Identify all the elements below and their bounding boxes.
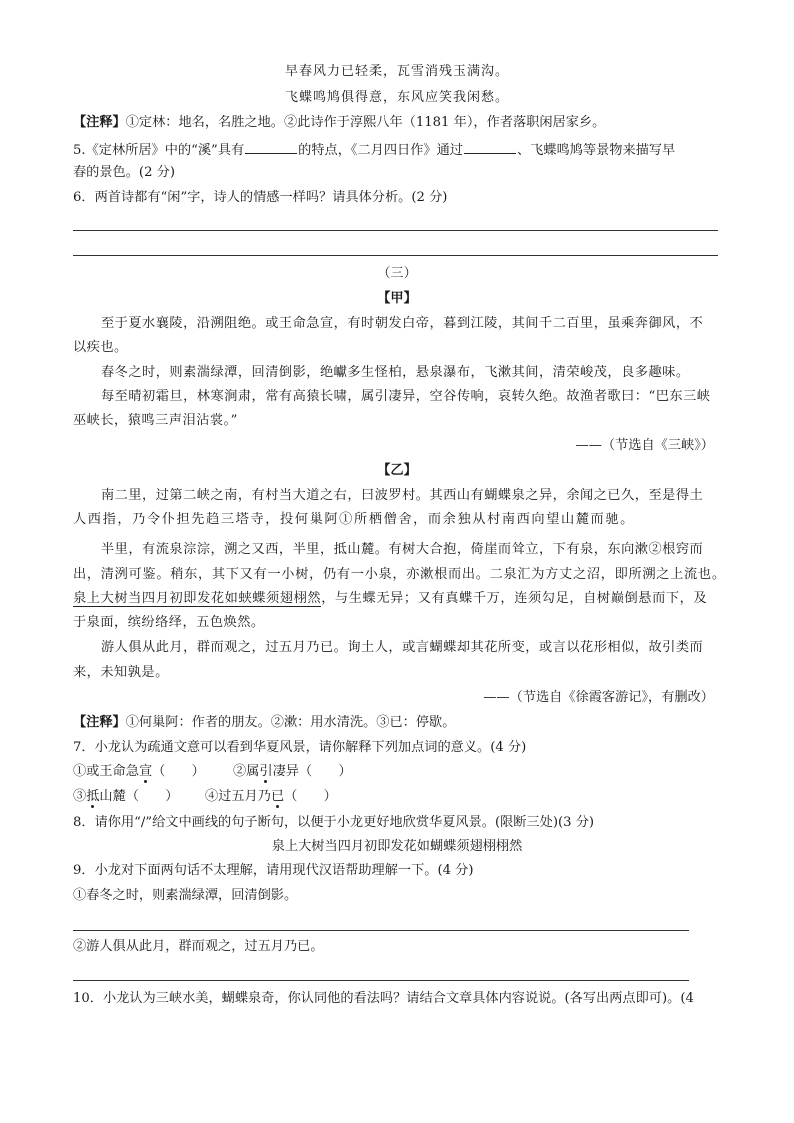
q5-text-2: 的特点，《二月四日作》通过 — [298, 143, 463, 158]
underlined-sentence: 泉上大树当四月初即发花如蛱蝶须翅栩然 — [73, 591, 322, 606]
q7-item-2 — [233, 763, 352, 781]
q6-answer-line-2[interactable] — [73, 255, 718, 256]
q7-i2-pre: ②属 — [233, 764, 260, 779]
q7-i2-answer[interactable]: 凄异（ ） — [272, 764, 352, 779]
passage-yi-title: 【乙】 — [377, 463, 417, 478]
question-9: 9．小龙对下面两句话不太理解，请用现代汉语帮助理解一下。(4 分) — [73, 863, 474, 878]
q5-line-2: 春的景色。(2 分) — [73, 165, 175, 180]
passage-jia-title: 【甲】 — [377, 291, 417, 306]
q9-answer-line-1[interactable] — [73, 930, 689, 931]
q7-i2-dotted: 引 — [259, 764, 273, 779]
yi-p2-line-1: 半里，有流泉淙淙，溯之又西，半里，抵山麓。有树大合抱，倚崖而耸立，下有泉，东向漱②根窍而 — [101, 542, 704, 557]
q5-text-3: 、飞蝶鸣鸠等景物来描写早 — [516, 143, 676, 158]
question-7: 7．小龙认为疏通文意可以看到华夏风景，请你解释下列加点词的意义。(4 分) — [73, 740, 527, 755]
yi-p2-line-3-rest: ，与生蝶无异；又有真蝶千万，连须勾足，自树巅倒悬而下，及 — [321, 591, 708, 606]
jia-p1-line-2: 以疾也。 — [73, 340, 128, 355]
jia-source: ——（节选自《三峡》） — [575, 438, 714, 453]
q8-sentence[interactable]: 泉上大树当四月初即发花如蝴蝶须翅栩栩然 — [271, 839, 523, 854]
note-label: 【注释】 — [73, 115, 126, 130]
question-6: 6．两首诗都有“闲”字，诗人的情感一样吗？请具体分析。(2 分) — [73, 190, 448, 205]
yi-note-label: 【注释】 — [73, 715, 126, 730]
q7-i3-answer[interactable]: 山麓（ ） — [99, 789, 179, 804]
yi-note — [73, 714, 455, 732]
jia-p1-line-1: 至于夏水襄陵，沿溯阻绝。或王命急宣，有时朝发白帝，暮到江陵，其间千二百里，虽乘奔御风，不 — [101, 316, 704, 331]
q9-sentence-1: ①春冬之时，则素湍绿潭，回清倒影。 — [73, 888, 298, 903]
q7-i3-dotted: 抵 — [86, 789, 100, 804]
q7-item-4 — [205, 788, 337, 806]
jia-p3-line-2: 巫峡长，猿鸣三声泪沾裳。” — [73, 413, 238, 428]
q7-i4-dotted: 已 — [270, 789, 285, 804]
q9-answer-line-2[interactable] — [73, 980, 689, 981]
q5-answer-blank-2[interactable] — [464, 140, 516, 154]
poem-line-1: 早春风力已轻柔，瓦雪消残玉满沟。 — [284, 64, 509, 79]
q6-answer-line-1[interactable] — [73, 230, 718, 231]
q5-text-1: 5.《定林所居》中的“溪”具有 — [73, 143, 245, 158]
section-3-title: （三） — [377, 266, 417, 281]
q7-i1-dotted: 宣 — [138, 764, 153, 779]
jia-p2: 春冬之时，则素湍绿潭，回清倒影，绝巘多生怪柏，悬泉瀑布，飞漱其间，清荣峻茂，良多趣味。 — [101, 365, 690, 380]
q9-sentence-2: ②游人俱从此月，群而观之，过五月乃已。 — [73, 939, 324, 954]
q7-i4-pre: ④过五月乃 — [205, 789, 271, 804]
note-text: ①定林：地名，名胜之地。②此诗作于淳熙八年（1181 年），作者落职闲居家乡。 — [125, 115, 606, 130]
yi-p1-line-2: 人西指，乃令仆担先趋三塔寺，投何巢阿①所栖僧舍，而余独从村南西向望山麓而驰。 — [73, 512, 635, 527]
yi-p2-line-2: 出，清洌可鉴。稍东，其下又有一小树，仍有一小泉，亦漱根而出。二泉汇为方丈之沼，即所溯之上流也。 — [73, 567, 726, 582]
poem-note — [73, 114, 605, 132]
poem-line-2: 飞蝶鸣鸠俱得意，东风应笑我闲愁。 — [284, 90, 509, 105]
yi-p2-line-4: 于泉面，缤纷络绎，五色焕然。 — [73, 615, 265, 630]
q7-item-1 — [73, 763, 205, 781]
yi-p3-line-2: 来，未知孰是。 — [73, 665, 169, 680]
yi-p1-line-1: 南二里，过第二峡之南，有村当大道之右，曰波罗村。其西山有蝴蝶泉之异，余闻之已久，至是得土 — [101, 488, 704, 503]
q5-answer-blank-1[interactable] — [245, 140, 297, 154]
q7-i1-pre: ①或王命急 — [73, 764, 139, 779]
yi-p2-line-3 — [73, 590, 707, 608]
jia-p3-line-1: 每至晴初霜旦，林寒涧肃，常有高猿长啸，属引凄异，空谷传响，哀转久绝。故渔者歌曰：“巴东三峡 — [101, 389, 711, 404]
yi-note-text: ①何巢阿：作者的朋友。②漱：用水清洗。③已：停歇。 — [125, 715, 456, 730]
yi-source: ——（节选自《徐霞客游记》，有删改） — [483, 690, 714, 705]
q7-item-3 — [73, 788, 179, 806]
question-10: 10．小龙认为三峡水美，蝴蝶泉奇，你认同他的看法吗？请结合文章具体内容说说。(各写出两点即可)。(4 — [73, 991, 694, 1006]
question-5 — [73, 140, 675, 160]
q7-i4-answer[interactable]: （ ） — [284, 789, 337, 804]
q7-i1-answer[interactable]: （ ） — [152, 764, 205, 779]
yi-p3-line-1: 游人俱从此月，群而观之，过五月乃已。询土人，或言蝴蝶却其花所变，或言以花形相似，故引类而 — [101, 640, 704, 655]
q7-i3-pre: ③ — [73, 789, 87, 804]
question-8: 8．请你用“/”给文中画线的句子断句，以便于小龙更好地欣赏华夏风景。(限断三处)(3 分) — [73, 815, 595, 830]
